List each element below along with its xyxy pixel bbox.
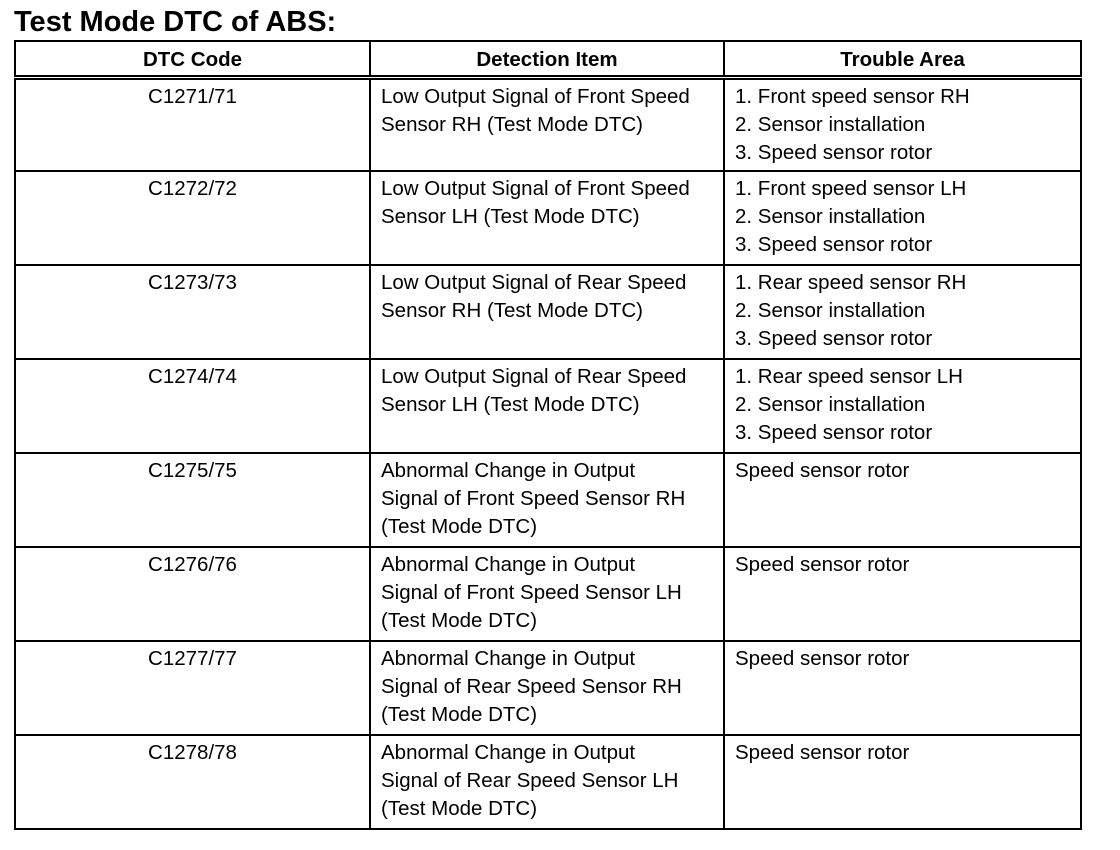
table-row [15,641,1081,735]
trouble-area-line: 1. Rear speed sensor LH [735,365,963,388]
dtc-code: C1278/78 [148,741,237,764]
table-row [15,77,1081,171]
trouble-area-line: 2. Sensor installation [735,205,926,228]
dtc-code: C1274/74 [148,365,237,388]
trouble-area-line: 3. Speed sensor rotor [735,421,933,444]
page-title: Test Mode DTC of ABS: [14,6,337,38]
trouble-area-line: Speed sensor rotor [735,741,910,764]
trouble-area-line: 3. Speed sensor rotor [735,233,933,256]
trouble-area-cell [724,641,1081,735]
detection-item-line: Abnormal Change in Output [381,553,636,576]
dtc-code: C1275/75 [148,459,237,482]
dtc-code: C1276/76 [148,553,237,576]
dtc-code: C1272/72 [148,177,237,200]
detection-item-line: Sensor LH (Test Mode DTC) [381,393,640,416]
dtc-code: C1273/73 [148,271,237,294]
trouble-area-line: 3. Speed sensor rotor [735,327,933,350]
dtc-code: C1277/77 [148,647,237,670]
trouble-area-line: 2. Sensor installation [735,393,926,416]
trouble-area-cell [724,547,1081,641]
dtc-code: C1271/71 [148,84,237,108]
table-row [15,359,1081,453]
detection-item-line: Sensor RH (Test Mode DTC) [381,112,644,136]
trouble-area-cell [724,265,1081,359]
table-row [15,547,1081,641]
trouble-area-line: 2. Sensor installation [735,112,926,136]
trouble-area-cell [724,735,1081,829]
detection-item-line: Abnormal Change in Output [381,459,636,482]
dtc-code-cell [15,359,370,453]
trouble-area-line: 3. Speed sensor rotor [735,140,933,164]
trouble-area-line: 1. Front speed sensor RH [735,84,970,108]
detection-item-line: Signal of Front Speed Sensor RH [381,487,686,510]
detection-item-line: Low Output Signal of Rear Speed [381,271,687,294]
detection-item-line: Signal of Rear Speed Sensor LH [381,769,679,792]
detection-item-line: (Test Mode DTC) [381,797,538,820]
detection-item-line: Abnormal Change in Output [381,741,636,764]
dtc-code-cell [15,735,370,829]
table-row [15,453,1081,547]
header-detection-item: Detection Item [370,41,724,77]
detection-item-line: Sensor RH (Test Mode DTC) [381,299,644,322]
detection-item-cell [370,77,724,171]
trouble-area-line: Speed sensor rotor [735,459,910,482]
detection-item-line: Signal of Front Speed Sensor LH [381,581,682,604]
trouble-area-line: 1. Rear speed sensor RH [735,271,967,294]
detection-item-line: Sensor LH (Test Mode DTC) [381,205,640,228]
header-row [15,41,1081,77]
detection-item-cell [370,735,724,829]
detection-item-line: (Test Mode DTC) [381,515,538,538]
trouble-area-line: Speed sensor rotor [735,553,910,576]
trouble-area-line: 2. Sensor installation [735,299,926,322]
table-row [15,735,1081,829]
detection-item-cell [370,453,724,547]
table-header [15,41,1081,77]
header-dtc-code: DTC Code [15,41,370,77]
detection-item-line: Signal of Rear Speed Sensor RH [381,675,682,698]
table-row [15,265,1081,359]
detection-item-cell [370,265,724,359]
detection-item-line: Low Output Signal of Rear Speed [381,365,687,388]
trouble-area-cell [724,77,1081,171]
detection-item-line: (Test Mode DTC) [381,609,538,632]
trouble-area-cell [724,171,1081,265]
detection-item-cell [370,171,724,265]
table-body [15,77,1081,829]
detection-item-cell [370,547,724,641]
trouble-area-cell [724,359,1081,453]
dtc-code-cell [15,265,370,359]
header-trouble-area: Trouble Area [724,41,1081,77]
dtc-code-cell [15,171,370,265]
dtc-code-cell [15,453,370,547]
detection-item-line: (Test Mode DTC) [381,703,538,726]
dtc-code-cell [15,77,370,171]
trouble-area-line: Speed sensor rotor [735,647,910,670]
trouble-area-cell [724,453,1081,547]
detection-item-line: Abnormal Change in Output [381,647,636,670]
table-row [15,171,1081,265]
detection-item-cell [370,641,724,735]
dtc-code-cell [15,547,370,641]
trouble-area-line: 1. Front speed sensor LH [735,177,967,200]
detection-item-line: Low Output Signal of Front Speed [381,84,690,108]
dtc-table [14,40,1082,830]
detection-item-line: Low Output Signal of Front Speed [381,177,690,200]
dtc-code-cell [15,641,370,735]
detection-item-cell [370,359,724,453]
